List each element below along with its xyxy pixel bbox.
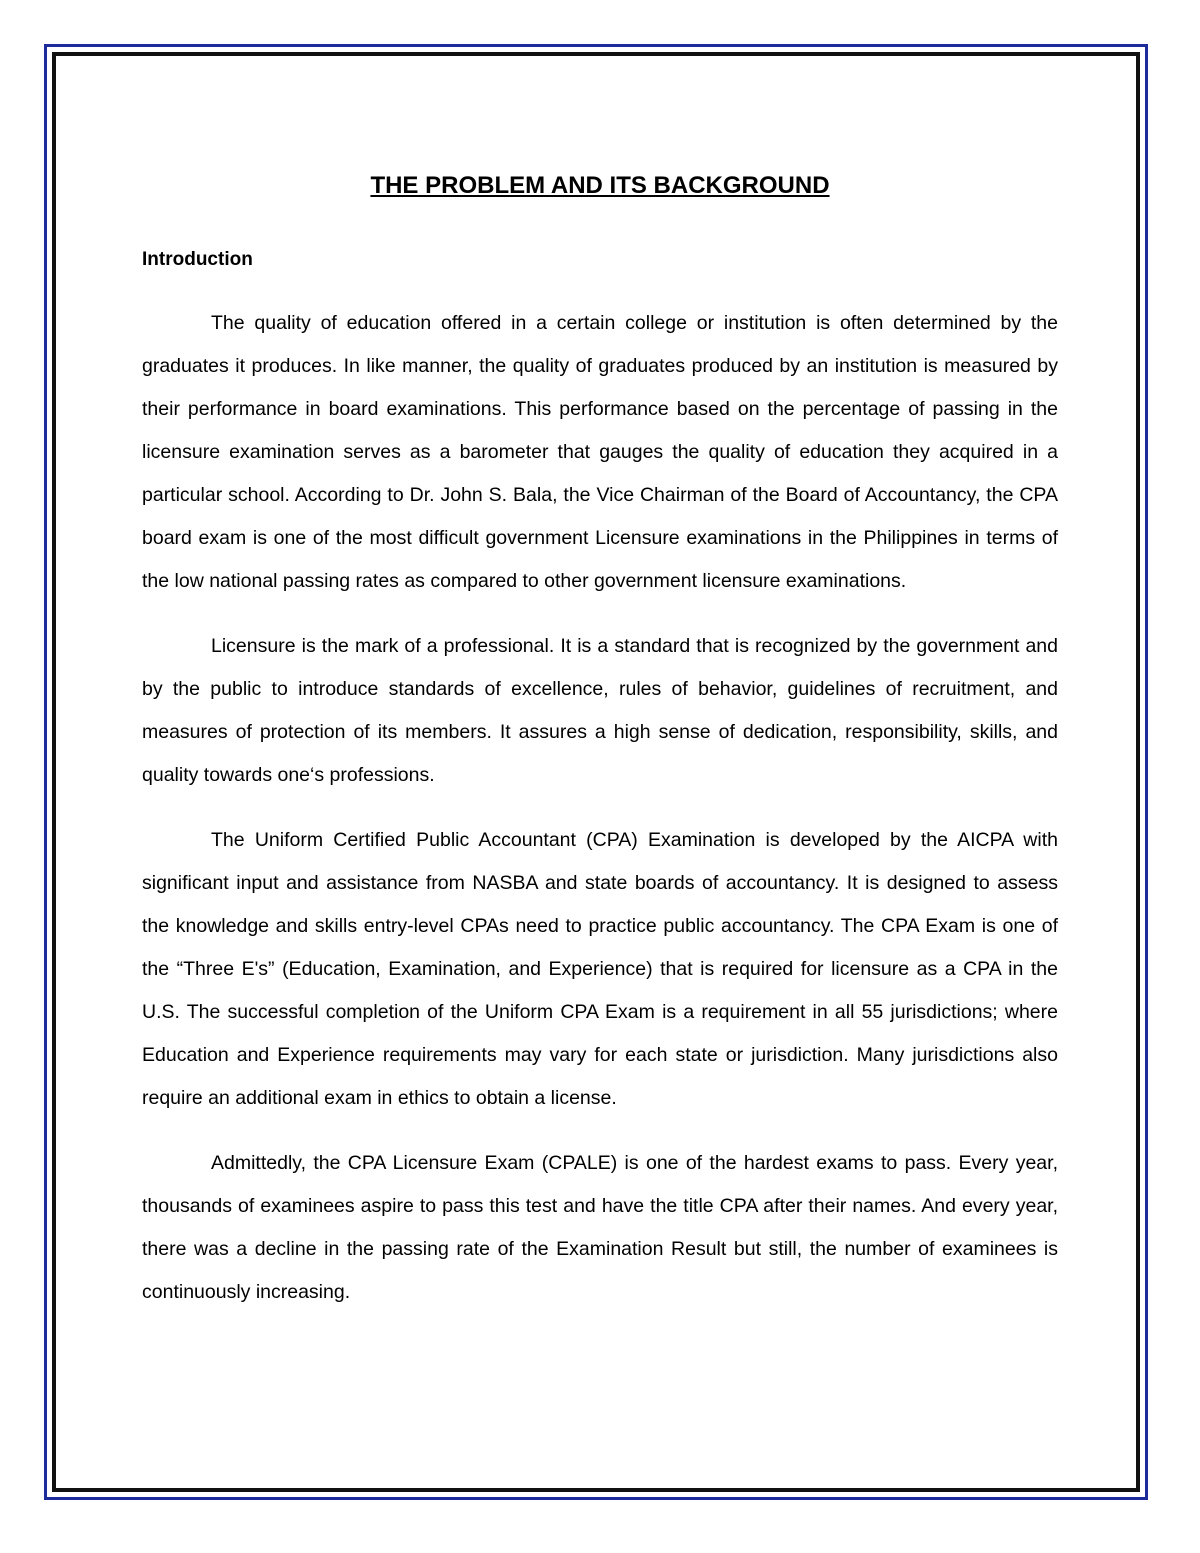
paragraph-4: Admittedly, the CPA Licensure Exam (CPALE) is one of the hardest exams to pass. Every year, thousands of examinees aspire to pass this test and have the title CPA after their names. And every year, there was a decline in the passing rate of the Examination Result but still, the number of examinees is continuously increasing.	[142, 1152, 1058, 1303]
paragraph-2: Licensure is the mark of a professional. It is a standard that is recognized by the government and by the public to introduce standards of excellence, rules of behavior, guidelines of recruitment, and measures of protection of its members. It assures a high sense of dedication, responsibility, skills, and quality towards one‘s professions.	[142, 635, 1058, 786]
section-heading: Introduction	[142, 249, 253, 270]
document-title: THE PROBLEM AND ITS BACKGROUND	[370, 172, 830, 199]
paragraph-1: The quality of education offered in a certain college or institution is often determined by the graduates it produces. In like manner, the quality of graduates produced by an institution is measured by their performance in board examinations. This performance based on the percentage of passing in the licensure examination serves as a barometer that gauges the quality of education they acquired in a particular school. According to Dr. John S. Bala, the Vice Chairman of the Board of Accountancy, the CPA board exam is one of the most difficult government Licensure examinations in the Philippines in terms of the low national passing rates as compared to other government licensure examinations.	[142, 312, 1058, 592]
document-body	[142, 166, 1058, 1314]
paragraph-3: The Uniform Certified Public Accountant (CPA) Examination is developed by the AICPA with significant input and assistance from NASBA and state boards of accountancy. It is designed to assess the knowledge and skills entry-level CPAs need to practice public accountancy. The CPA Exam is one of the “Three E's” (Education, Examination, and Experience) that is required for licensure as a CPA in the U.S. The successful completion of the Uniform CPA Exam is a requirement in all 55 jurisdictions; where Education and Experience requirements may vary for each state or jurisdiction. Many jurisdictions also require an additional exam in ethics to obtain a license.	[142, 829, 1058, 1109]
